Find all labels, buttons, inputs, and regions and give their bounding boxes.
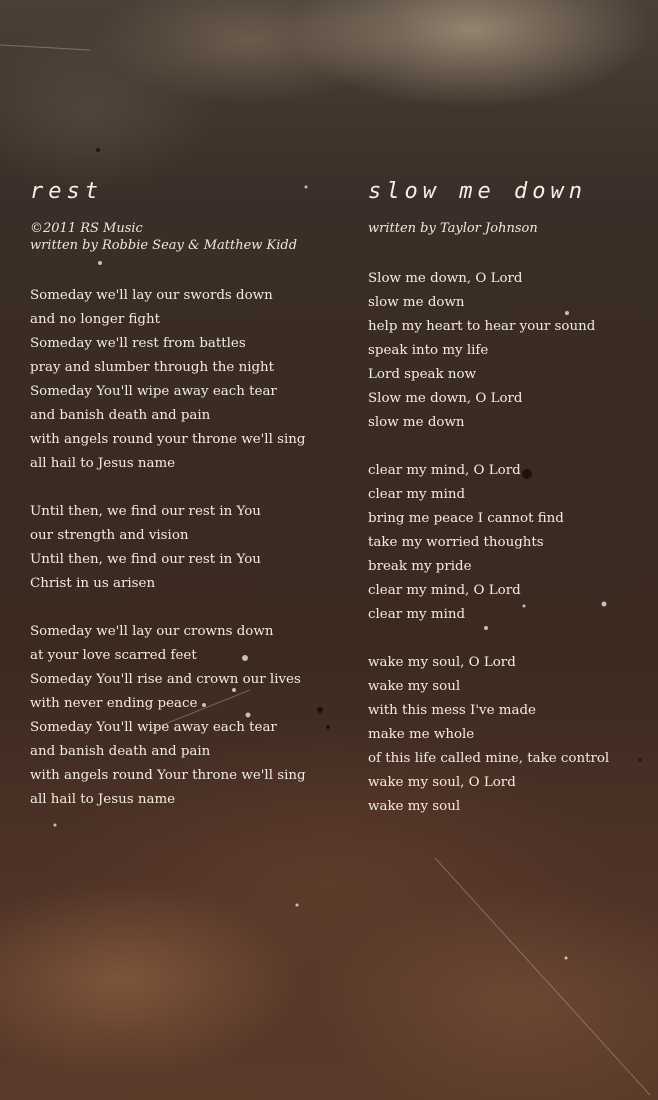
lyric-line: Until then, we find our rest in You <box>30 504 261 519</box>
lyric-line: wake my soul, O Lord <box>368 655 516 670</box>
song-title: rest <box>30 179 103 204</box>
lyric-line: all hail to Jesus name <box>30 792 176 807</box>
lyric-line: and no longer fight <box>30 312 161 327</box>
song-rest <box>30 178 320 836</box>
lyric-line: and banish death and pain <box>30 408 211 423</box>
song-credits <box>30 220 320 254</box>
lyric-line: Someday we'll lay our swords down <box>30 288 273 303</box>
lyric-line: Someday You'll wipe away each tear <box>30 720 277 735</box>
lyric-line: help my heart to hear your sound <box>368 319 596 334</box>
song-slow-me-down <box>368 178 628 843</box>
lyric-line: with angels round your throne we'll sing <box>30 432 306 447</box>
lyric-line: wake my soul <box>368 799 461 814</box>
lyric-line: clear my mind, O Lord <box>368 463 521 478</box>
lyric-line: Christ in us arisen <box>30 576 156 591</box>
lyric-line: all hail to Jesus name <box>30 456 176 471</box>
lyric-line: take my worried thoughts <box>368 535 544 550</box>
lyric-line: and banish death and pain <box>30 744 211 759</box>
lyric-line: bring me peace I cannot find <box>368 511 564 526</box>
lyric-line: our strength and vision <box>30 528 189 543</box>
stanza-3 <box>368 651 628 819</box>
lyric-line: with angels round Your throne we'll sing <box>30 768 306 783</box>
lyric-line: pray and slumber through the night <box>30 360 275 375</box>
lyric-line: slow me down <box>368 415 465 430</box>
lyric-line: Until then, we find our rest in You <box>30 552 261 567</box>
lyric-line: of this life called mine, take control <box>368 751 610 766</box>
lyric-line: wake my soul <box>368 679 461 694</box>
lyric-line: with never ending peace <box>30 696 198 711</box>
lyric-line: speak into my life <box>368 343 489 358</box>
song-title: slow me down <box>368 179 587 204</box>
lyric-line: slow me down <box>368 295 465 310</box>
stanza-2 <box>368 459 628 627</box>
song-credits <box>368 220 628 237</box>
writers-line: written by Taylor Johnson <box>368 221 538 236</box>
stanza-2 <box>30 500 320 596</box>
lyric-line: Someday we'll rest from battles <box>30 336 246 351</box>
lyric-line: Slow me down, O Lord <box>368 271 523 286</box>
lyric-line: Lord speak now <box>368 367 477 382</box>
lyric-line: clear my mind, O Lord <box>368 583 521 598</box>
lyric-line: Someday You'll wipe away each tear <box>30 384 277 399</box>
lyric-line: break my pride <box>368 559 472 574</box>
lyric-line: Someday You'll rise and crown our lives <box>30 672 301 687</box>
copyright-line: ©2011 RS Music <box>30 221 143 236</box>
stanza-3 <box>30 620 320 812</box>
lyric-line: clear my mind <box>368 487 466 502</box>
lyric-line: clear my mind <box>368 607 466 622</box>
lyric-line: make me whole <box>368 727 475 742</box>
lyric-line: Someday we'll lay our crowns down <box>30 624 274 639</box>
stanza-1 <box>368 267 628 435</box>
stanza-1 <box>30 284 320 476</box>
lyric-line: wake my soul, O Lord <box>368 775 516 790</box>
lyric-line: with this mess I've made <box>368 703 536 718</box>
lyric-line: Slow me down, O Lord <box>368 391 523 406</box>
lyric-line: at your love scarred feet <box>30 648 197 663</box>
writers-line: written by Robbie Seay & Matthew Kidd <box>30 238 298 253</box>
